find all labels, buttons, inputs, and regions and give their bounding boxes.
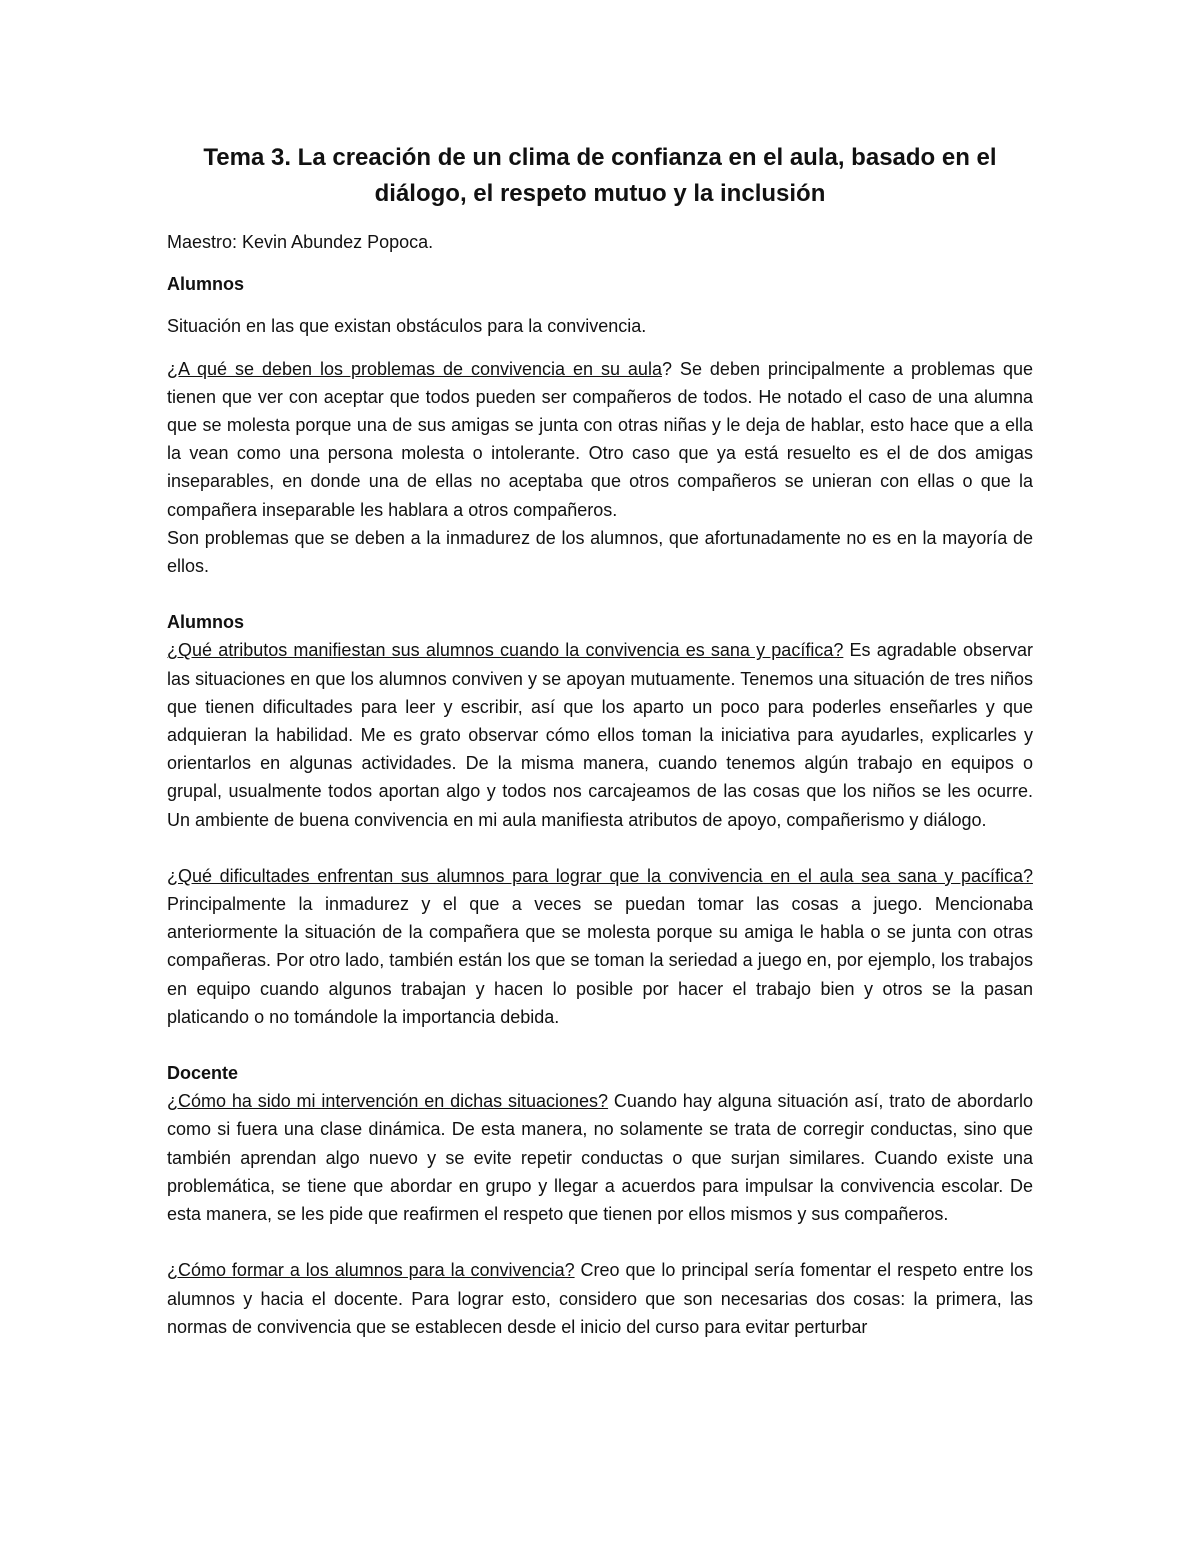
section-heading-alumnos-1: Alumnos	[167, 274, 245, 295]
paragraph-difficulties	[167, 862, 1033, 1031]
answer-attributes: Es agradable observar las situaciones en que los alumnos conviven y se apoyan mutuamente. Tenemos una situación de tres niños que tienen dificultades para leer y escribir, así que los aparto un poco para poderles enseñarles y que adquieran la habilidad. Me es grato observar cómo ellos toman la iniciativa para ayudarles, explicarles y orientarlos en algunas actividades. De la misma manera, cuando tenemos algún trabajo en equipos o grupal, usualmente todos aportan algo y todos nos carcajeamos de las cosas que los niños se les ocurre. Un ambiente de buena convivencia en mi aula manifiesta atributos de apoyo, compañerismo y diálogo.	[167, 640, 1033, 830]
question-intervention: ¿Cómo ha sido mi intervención en dichas situaciones?	[167, 1091, 609, 1112]
answer-formation: Creo que lo principal sería fomentar el respeto entre los alumnos y hacia el docente. Para lograr esto, considero que son necesarias dos cosas: la primera, las normas de convivencia que se establecen desde el inicio del curso para evitar perturbar	[167, 1260, 1033, 1337]
question-attributes: ¿Qué atributos manifiestan sus alumnos cuando la convivencia es sana y pacífica?	[167, 640, 844, 661]
paragraph-immaturity: Son problemas que se deben a la inmadurez de los alumnos, que afortunadamente no es en la mayoría de ellos.	[167, 527, 1033, 577]
paragraph-problems	[167, 355, 1033, 524]
answer-intervention: Cuando hay alguna situación así, trato de abordarlo como si fuera una clase dinámica. De esta manera, no solamente se trata de corregir conductas, sino que también aprendan algo nuevo y se evite repetir conductas o que surjan similares. Cuando existe una problemática, se tiene que abordar en grupo y llegar a acuerdos para impulsar la convivencia escolar. De esta manera, se les pide que reafirmen el respeto que tienen por ellos mismos y sus compañeros.	[167, 1091, 1034, 1225]
paragraph-intervention	[167, 1087, 1033, 1228]
section-heading-alumnos-2: Alumnos	[167, 612, 245, 633]
paragraph-formation	[167, 1256, 1033, 1341]
question-formation: ¿Cómo formar a los alumnos para la convivencia?	[167, 1260, 575, 1281]
document-body	[167, 228, 1033, 1341]
question-problems: ¿A qué se deben los problemas de convivencia en su aula	[167, 358, 662, 379]
question-difficulties: ¿Qué dificultades enfrentan sus alumnos para lograr que la convivencia en el aula sea sana y pacífica?	[167, 865, 1033, 886]
document-title	[150, 140, 1050, 212]
title-line-1: Tema 3. La creación de un clima de confianza en el aula, basado en el	[203, 144, 997, 171]
title-line-2: diálogo, el respeto mutuo y la inclusión	[374, 180, 826, 207]
answer-difficulties: Principalmente la inmadurez y el que a veces se puedan tomar las cosas a juego. Mencionaba anteriormente la situación de la compañera que se molesta porque su amiga le habla o se junta con otras compañeras. Por otro lado, también están los que se toman la seriedad a juego en, por ejemplo, los trabajos en equipo cuando algunos trabajan y hacen lo posible por hacer el trabajo bien y otros se la pasan platicando o no tomándole la importancia debida.	[167, 894, 1033, 1027]
section-intro: Situación en las que existan obstáculos para la convivencia.	[167, 316, 647, 337]
teacher-name: Maestro: Kevin Abundez Popoca.	[167, 232, 434, 252]
answer-problems: Se deben principalmente a problemas que tienen que ver con aceptar que todos pueden ser compañeros de todos. He notado el caso de una alumna que se molesta porque una de sus amigas se junta con otras niñas y le deja de hablar, esto hace que a ella la vean como una persona molesta o intolerante. Otro caso que ya está resuelto es el de dos amigas inseparables, en donde una de ellas no aceptaba que otros compañeros se unieran con ellas o que la compañera inseparable les hablara a otros compañeros.	[167, 358, 1033, 520]
question-problems-mark: ?	[661, 358, 672, 379]
section-heading-docente: Docente	[167, 1063, 239, 1084]
paragraph-attributes	[167, 636, 1033, 833]
